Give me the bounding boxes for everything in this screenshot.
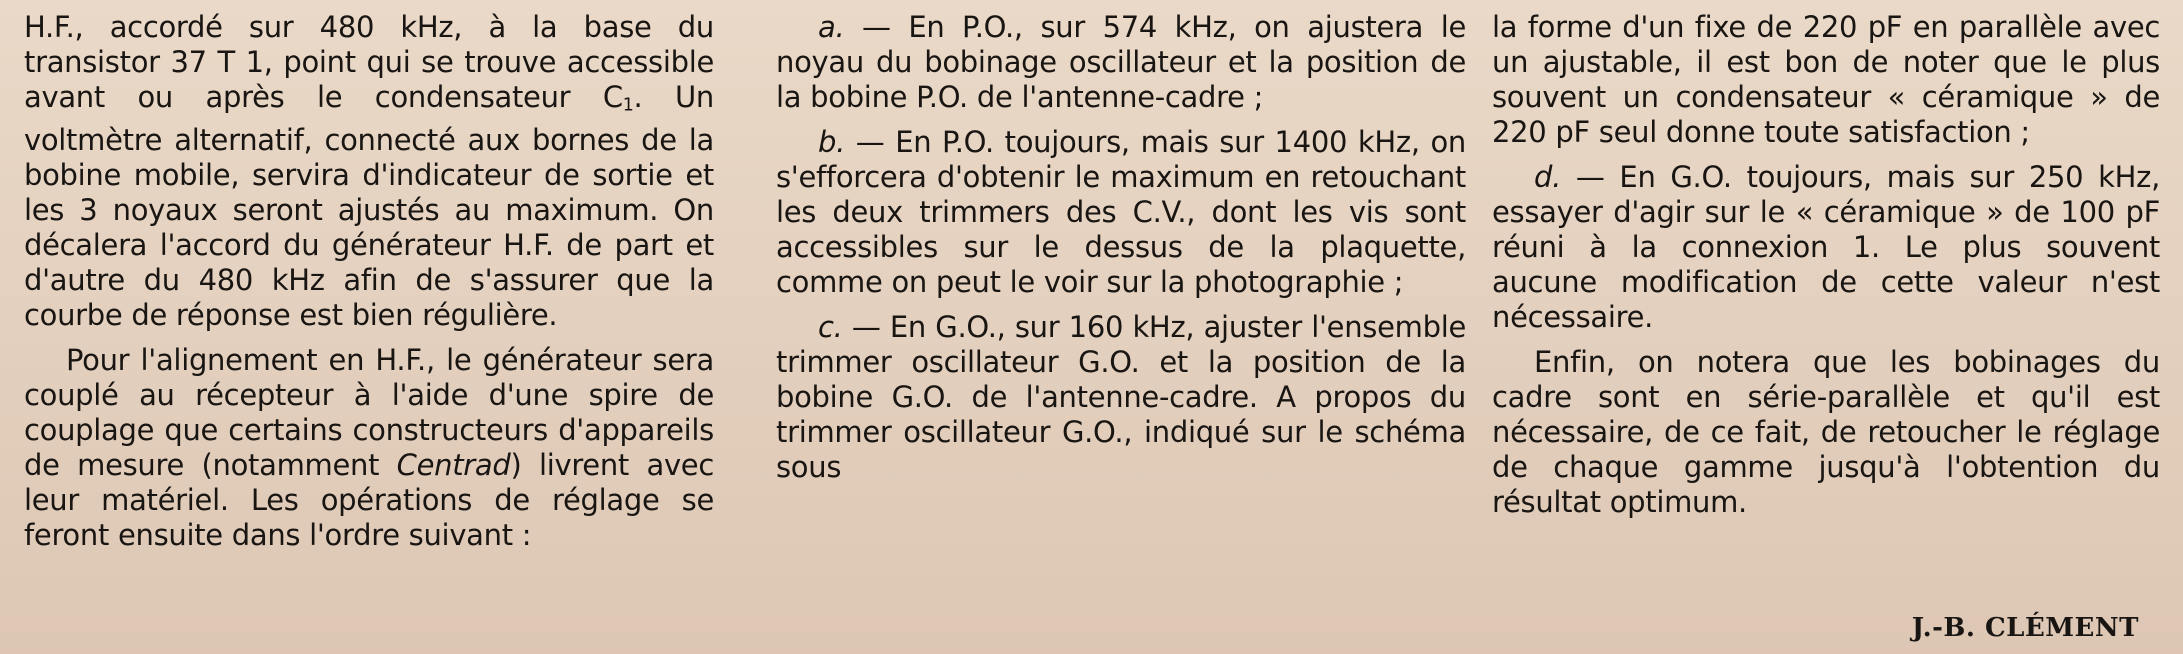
text-column-1 xyxy=(24,10,714,563)
step-text: — En G.O. toujours, mais sur 250 kHz, essayer d'agir sur le « céramique » de 100 pF réuni à la connexion 1. Le plus souvent aucune modification de cette valeur n'est nécessaire. xyxy=(1492,160,2160,334)
author-signature: J.-B. CLÉMENT xyxy=(1911,613,2139,643)
step-text: — En P.O. toujours, mais sur 1400 kHz, on s'efforcera d'obtenir le maximum en retouchant les deux trimmers des C.V., dont les vis sont accessibles sur le dessus de la plaquette, comme on peut le voir sur la photographie ; xyxy=(776,125,1466,299)
text-column-3 xyxy=(1492,10,2160,530)
step-marker: c. xyxy=(818,310,843,344)
subscript-index: 1 xyxy=(622,95,634,116)
step-b xyxy=(776,125,1466,300)
step-marker: b. xyxy=(818,125,846,159)
paragraph-text: ) livrent avec leur matériel. Les opérations de réglage se feront ensuite dans l'ordre suivant : xyxy=(24,448,714,553)
step-text: — En P.O., sur 574 kHz, on ajustera le noyau du bobinage oscillateur et la position de la bobine P.O. de l'antenne-cadre ; xyxy=(776,10,1466,114)
step-c-continuation xyxy=(1492,10,2160,150)
brand-name-italic: Centrad xyxy=(396,448,511,483)
paragraph-text: Enfin, on notera que les bobinages du cadre sont en série-parallèle et qu'il est nécessaire, de ce fait, de retoucher le réglage de chaque gamme jusqu'à l'obtention du résultat optimum. xyxy=(1492,345,2160,519)
paragraph-if-alignment xyxy=(24,10,714,333)
paragraph-text: H.F., accordé sur 480 kHz, à la base du transistor 37 T 1, point qui se trouve accessible avant ou après le condensateur C xyxy=(24,10,714,114)
paragraph-text: . Un voltmètre alternatif, connecté aux bornes de la bobine mobile, servira d'indicateur de sortie et les 3 noyaux seront ajustés au maximum. On décalera l'accord du générateur H.F. de part et d'autre du 480 kHz afin de s'assurer que la courbe de réponse est bien régulière. xyxy=(24,80,714,333)
step-marker: a. xyxy=(818,10,845,44)
paragraph-text: la forme d'un fixe de 220 pF en parallèle avec un ajustable, il est bon de noter que le plus souvent un condensateur « céramique » de 220 pF seul donne toute satisfaction ; xyxy=(1492,10,2160,149)
step-text: — En G.O., sur 160 kHz, ajuster l'ensemble trimmer oscillateur G.O. et la position de la bobine G.O. de l'antenne-cadre. A propos du trimmer oscillateur G.O., indiqué sur le schéma sous xyxy=(776,310,1466,484)
step-a xyxy=(776,10,1466,115)
step-c xyxy=(776,310,1466,485)
step-marker: d. xyxy=(1534,160,1562,194)
paragraph-hf-alignment xyxy=(24,343,714,553)
text-column-2 xyxy=(776,10,1466,495)
paragraph-conclusion xyxy=(1492,345,2160,520)
step-d xyxy=(1492,160,2160,335)
paragraph-text: Pour l'alignement en H.F., le générateur sera couplé au récepteur à l'aide d'une spire de couplage que certains constructeurs d'appareils de mesure (notamment xyxy=(24,343,714,483)
